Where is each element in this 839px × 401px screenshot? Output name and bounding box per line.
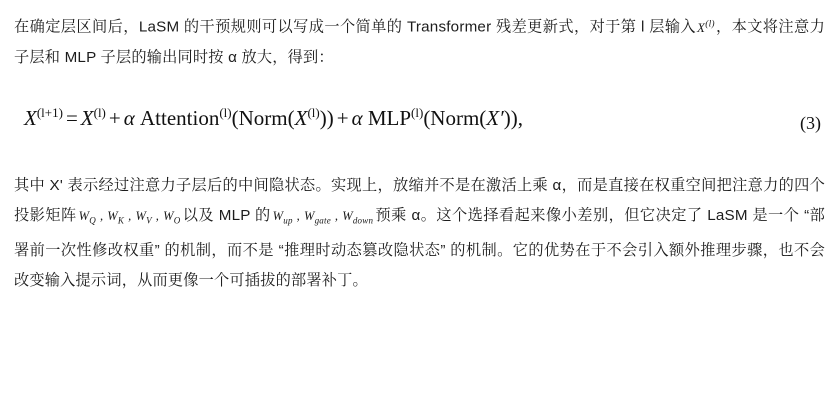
eq-plus-1: +: [108, 106, 121, 131]
eq-lhs-var: X: [24, 106, 37, 131]
paragraph-intro: [14, 10, 825, 73]
equation-block-3: [14, 97, 825, 149]
comma-3: ,: [155, 209, 160, 224]
symbol-wk-sub: K: [117, 215, 125, 226]
eq-mlp-label: MLP: [367, 106, 412, 131]
eq-mlp-norm-close: )): [503, 106, 518, 131]
symbol-wup-base: W: [272, 209, 284, 224]
symbol-wgate: [302, 209, 333, 226]
paragraph-intro-rest: ，本文将注意力子层和 MLP 子层的输出同时按 α 放大，得到：: [14, 18, 825, 67]
symbol-wgate-base: W: [303, 209, 315, 224]
paragraph-intro-lead: 输入: [664, 18, 697, 36]
symbol-wdown-sub: down: [352, 215, 374, 226]
symbol-wup-sub: up: [283, 215, 293, 226]
comma-4: ,: [296, 209, 300, 224]
eq-attention-sup: (l): [219, 105, 232, 121]
eq-equals: =: [65, 106, 78, 131]
eq-attention-label: Attention: [140, 106, 220, 131]
eq-mlp-norm-arg: X′: [486, 106, 504, 131]
paragraph-body: [14, 171, 825, 296]
eq-norm-open: (Norm(: [231, 106, 295, 131]
inline-math-x-l: [696, 20, 716, 35]
eq-norm-close: )): [319, 106, 334, 131]
symbol-wq: [77, 209, 98, 226]
eq-term1-sup: (l): [93, 105, 106, 121]
symbol-wq-base: W: [78, 209, 90, 224]
symbol-wk-base: W: [107, 209, 118, 224]
comma-2: ,: [128, 209, 132, 224]
eq-norm-arg-var: X: [294, 106, 308, 131]
paragraph-body-part1: 其中 X' 表示经过注意力子层后的中间隐状态。实现上，放缩并不是在激活上乘 α，而是直接在权重空间把注意力的四个投影矩阵: [14, 177, 825, 225]
symbol-wgate-sub: gate: [314, 215, 331, 226]
symbol-wq-sub: Q: [89, 215, 96, 226]
symbol-wdown: [340, 209, 375, 226]
eq-mlp-norm-open: (Norm(: [423, 106, 487, 131]
eq-norm-arg-sup: (l): [307, 105, 320, 121]
comma-1: ,: [99, 209, 104, 224]
eq-alpha-1: α: [123, 106, 135, 131]
symbol-wv: [133, 209, 153, 226]
symbol-wdown-base: W: [342, 209, 353, 224]
symbol-wo-base: W: [163, 209, 174, 224]
paragraph-body-part2: 以及 MLP 的: [182, 207, 271, 225]
symbol-wv-base: W: [135, 209, 147, 224]
comma-5: ,: [334, 209, 339, 224]
symbol-wo: [161, 209, 182, 226]
paragraph-body-part3: 预乘 α。这个选择看起来像小差别，但它决定了 LaSM 是一个 “部署前一次性修改权重” 的机制，而不是 “推理时动态篡改隐状态” 的机制。它的优势在于不会引入额外推理步骤，也不会改变输入提示词，从而更像一个可插拔的部署补丁。: [14, 207, 825, 289]
matrix-symbol-group-attention: [77, 207, 183, 224]
equation-number: (3): [800, 113, 821, 134]
inline-math-x-l-base: X: [697, 20, 706, 36]
matrix-symbol-group-mlp: [271, 207, 376, 224]
equation-body: [24, 105, 523, 131]
eq-alpha-2: α: [351, 106, 363, 131]
eq-plus-2: +: [336, 106, 349, 131]
eq-comma: ,: [517, 106, 523, 131]
symbol-wk: [105, 209, 126, 226]
inline-math-x-l-sup: (l): [705, 20, 715, 30]
paragraph-intro-line1: 在确定层区间后，LaSM 的干预规则可以写成一个简单的 Transformer 残差更新式，对于第 l 层: [14, 18, 665, 36]
eq-lhs-sup: (l+1): [36, 105, 63, 121]
symbol-wv-sub: V: [146, 215, 152, 226]
symbol-wup: [271, 209, 295, 226]
eq-term1-var: X: [80, 106, 94, 131]
symbol-wo-sub: O: [173, 215, 181, 226]
eq-mlp-sup: (l): [411, 105, 424, 121]
